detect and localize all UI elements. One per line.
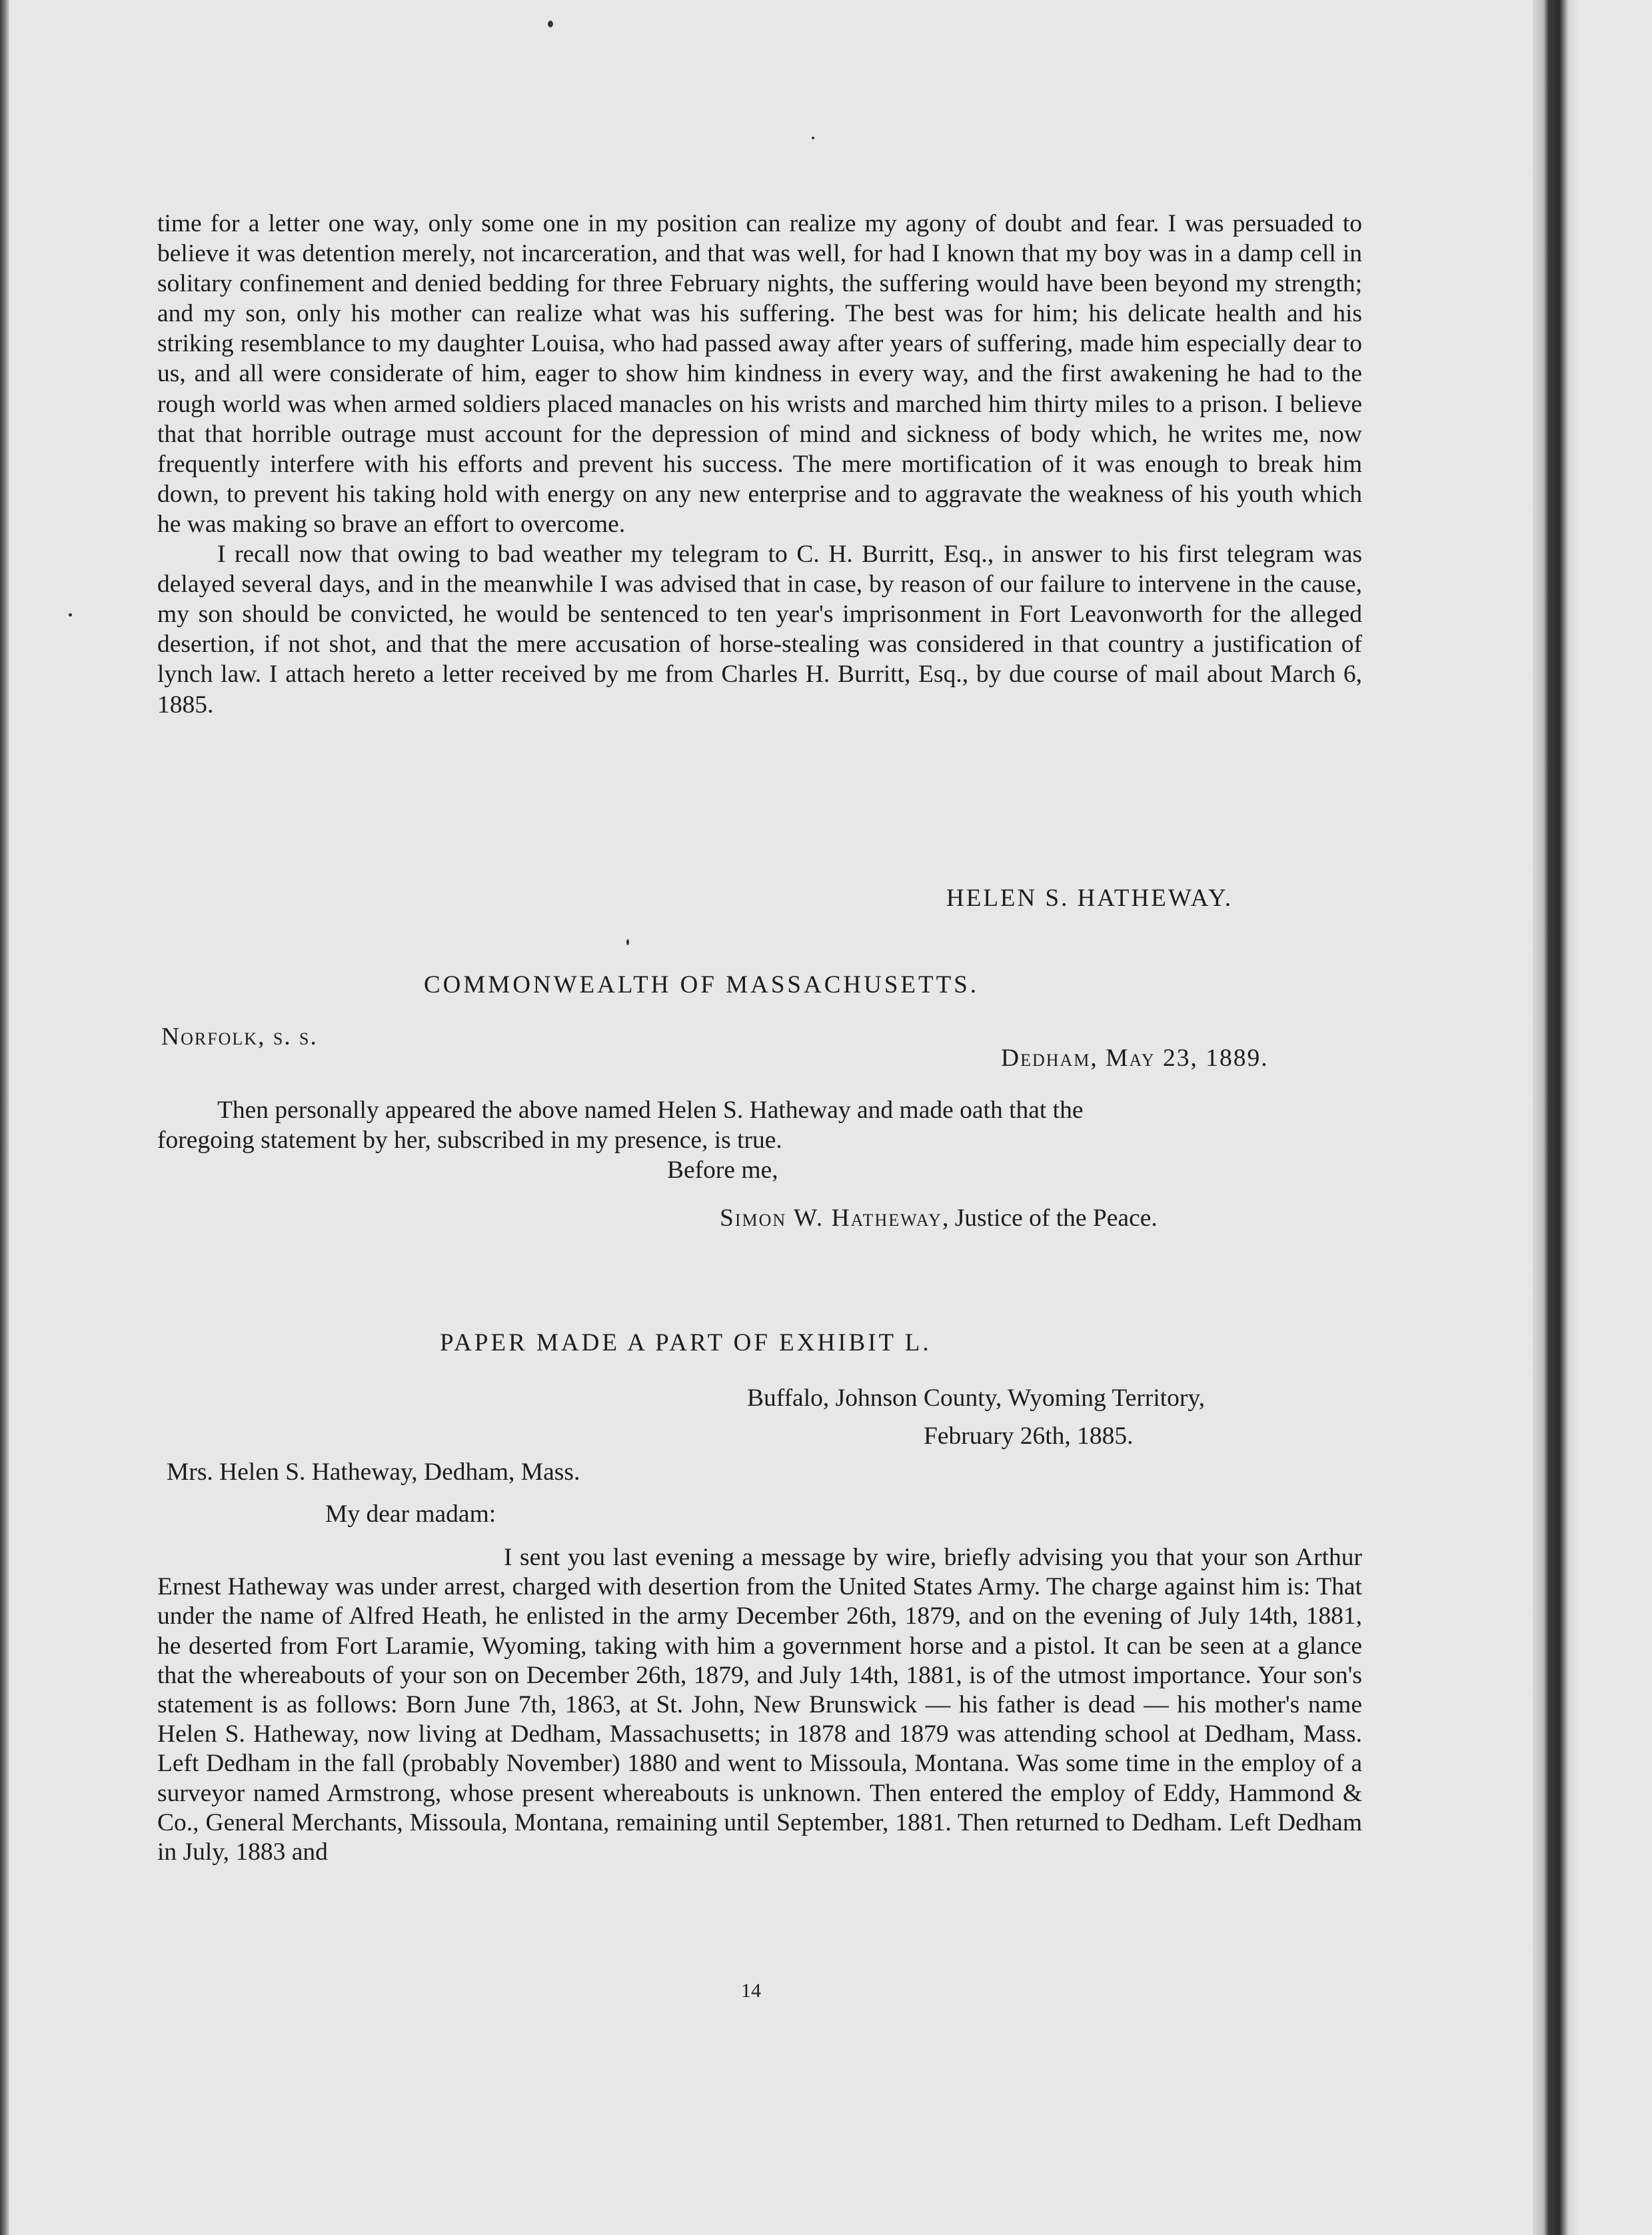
justice-title: , Justice of the Peace.: [942, 1204, 1158, 1232]
statement-paragraph-2: I recall now that owing to bad weather my telegram to C. H. Burritt, Esq., in answer to his first telegram was delayed several days, and in the meanwhile I was advised that in case, by reason of our failure to intervene in the cause, my son should be convicted, he would be sentenced to ten year's imprisonment in Fort Leavonworth for the alleged desertion, if not shot, and that the mere accusation of horse-stealing was considered in that country a justification of lynch law. I attach hereto a letter received by me from Charles H. Burritt, Esq., by due course of mail about March 6, 1885.: [157, 541, 1362, 719]
commonwealth-heading: COMMONWEALTH OF MASSACHUSETTS.: [424, 971, 980, 999]
justice-signature: [720, 1204, 1158, 1232]
signature-helen-hatheway: HELEN S. HATHEWAY.: [946, 885, 1234, 912]
letter-paragraph: I sent you last evening a message by wire, briefly advising you that your son Arthur Ernest Hatheway was under arrest, charged with desertion from the United States Army. The charge against him is: That under the name of Alfred Heath, he enlisted in the army December 26th, 1879, and on the evening of July 14th, 1881, he deserted from Fort Laramie, Wyoming, taking with him a government horse and a pistol. It can be seen at a glance that the whereabouts of your son on December 26th, 1879, and July 14th, 1881, is of the utmost importance. Your son's statement is as follows: Born June 7th, 1863, at St. John, New Brunswick — his father is dead — his mother's name Helen S. Hatheway, now living at Dedham, Massachusetts; in 1878 and 1879 was attending school at Dedham, Mass. Left Dedham in the fall (probably November) 1880 and went to Missoula, Montana. Was some time in the employ of a surveyor named Armstrong, whose present whereabouts is unknown. Then entered the employ of Eddy, Hammond & Co., General Merchants, Missoula, Montana, remaining until September, 1881. Then returned to Dedham. Left Dedham in July, 1883 and: [157, 1544, 1362, 1866]
statement-paragraph-1: time for a letter one way, only some one in my position can realize my agony of doubt and fear. I was persuaded to believe it was detention merely, not incarceration, and that was well, for had I known that my boy was in a damp cell in solitary confinement and denied bedding for three February nights, the suffering would have been beyond my strength; and my son, only his mother can realize what was his suffering. The best was for him; his delicate health and his striking resemblance to my daughter Louisa, who had passed away after years of suffering, made him especially dear to us, and all were considerate of him, eager to show him kindness in every way, and the first awakening he had to the rough world was when armed soldiers placed manacles on his wrists and marched him thirty miles to a prison. I believe that that horrible outrage must account for the depression of mind and sickness of body which, he writes me, now frequently interfere with his efforts and prevent his success. The mere mortification of it was enough to break him down, to prevent his taking hold with energy on any new enterprise and to aggravate the weakness of his youth which he was making so brave an effort to overcome.: [157, 210, 1362, 538]
ink-speck: [626, 939, 629, 945]
page-left-edge: [0, 0, 9, 2235]
county-label: Norfolk, s. s.: [161, 1023, 318, 1051]
page-number: 14: [741, 1980, 761, 2002]
letter-salutation: My dear madam:: [325, 1500, 496, 1528]
letter-place: Buffalo, Johnson County, Wyoming Territory,: [747, 1384, 1206, 1412]
place-date: Dedham, May 23, 1889.: [1001, 1045, 1269, 1072]
letter-addressee: Mrs. Helen S. Hatheway, Dedham, Mass.: [167, 1458, 580, 1486]
letter-date: February 26th, 1885.: [924, 1422, 1134, 1450]
justice-name: Simon W. Hatheway: [720, 1204, 942, 1232]
before-me: Before me,: [667, 1156, 778, 1184]
oath-line-2: foregoing statement by her, subscribed in my presence, is true.: [157, 1126, 782, 1154]
oath-line-1: Then personally appeared the above named Helen S. Hatheway and made oath that the: [217, 1097, 1084, 1124]
book-gutter: [1533, 0, 1652, 2235]
ink-speck: [812, 137, 814, 139]
ink-speck: [548, 21, 553, 27]
exhibit-heading: PAPER MADE A PART OF EXHIBIT L.: [440, 1329, 932, 1356]
ink-speck: [69, 613, 72, 617]
statement-body: [157, 209, 1362, 720]
letter-body: [157, 1543, 1362, 1867]
